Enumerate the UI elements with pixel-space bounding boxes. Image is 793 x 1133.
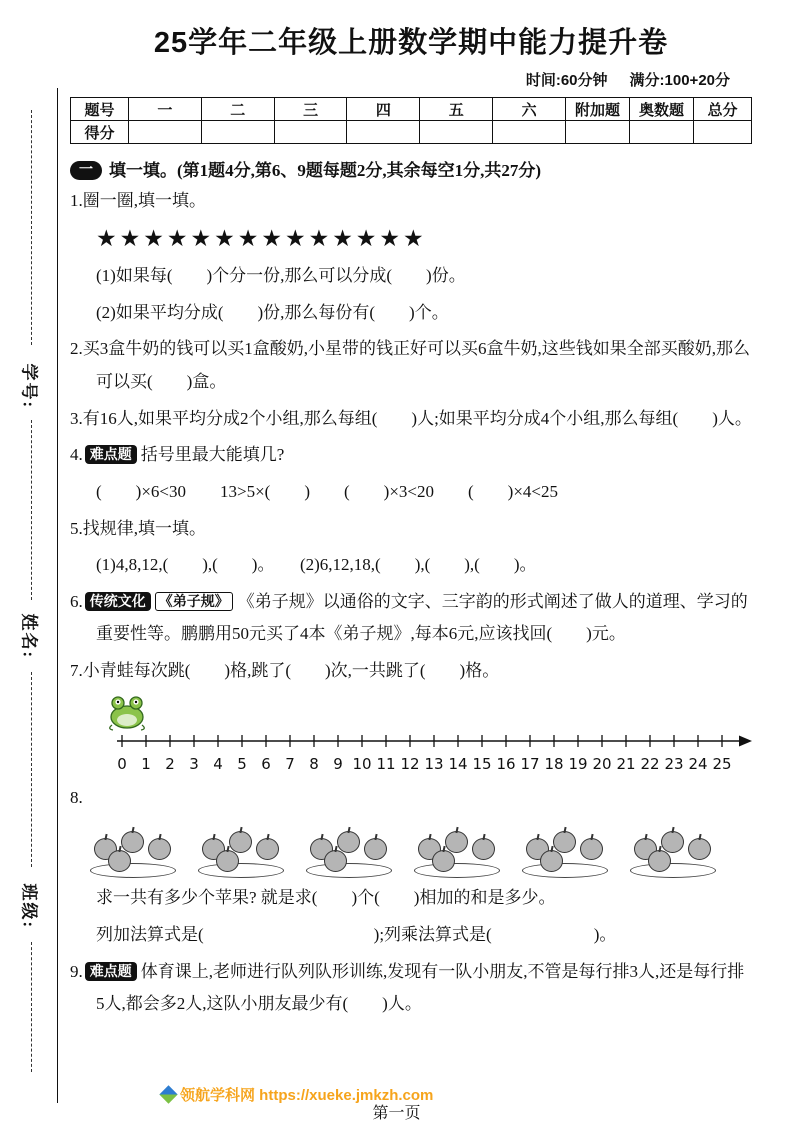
question-1-sub1: (1)如果每( )个分一份,那么可以分成( )份。 (96, 266, 466, 286)
seal-dashed-line (31, 942, 32, 1072)
question-6-body: 《弟子规》以通俗的文字、三字韵的形式阐述了做人的道理、学习的重要性等。鹏鹏用50元买了4本《弟子规》,每本6元,应该找回( )元。 (96, 591, 748, 644)
page-number: 第一页 (372, 1105, 421, 1122)
question-2-text: 2.买3盒牛奶的钱可以买1盒酸奶,小星带的钱正好可以买6盒牛奶,这些钱如果全部买酸奶,那么可以买( )盒。 (70, 339, 750, 391)
question-4-number: 4. (70, 445, 83, 465)
culture-badge: 传统文化 (85, 592, 151, 611)
plate-dish (306, 863, 392, 878)
score-header-cell: 三 (274, 98, 347, 121)
svg-text:6: 6 (261, 754, 271, 773)
score-header-cell: 附加题 (566, 98, 630, 121)
svg-text:17: 17 (520, 754, 540, 773)
score-value-cell (420, 121, 493, 144)
apple-plate (628, 822, 720, 878)
student-name-label: 姓名: (19, 613, 39, 660)
question-6-text (70, 586, 752, 651)
svg-text:10: 10 (352, 754, 372, 773)
question-9-body: 体育课上,老师进行队列队形训练,发现有一队小朋友,不管是每行排3人,还是每行排5人,都会多2人,这队小朋友最少有( )人。 (96, 961, 745, 1014)
question-8-line2: 列加法算式是( );列乘法算式是( )。 (96, 924, 617, 944)
score-value-cell (630, 121, 694, 144)
apple-plates-row (88, 822, 752, 878)
svg-text:24: 24 (688, 754, 708, 773)
score-row-label: 得分 (71, 121, 129, 144)
watermark-text: 领航学科网 https://xueke.jmkzh.com (180, 1087, 434, 1104)
apple-plate (412, 822, 504, 878)
question-1-text: 1.圈一圈,填一填。 (70, 191, 206, 210)
plate-dish (198, 863, 284, 878)
svg-text:25: 25 (712, 754, 732, 773)
score-header-cell: 一 (129, 98, 202, 121)
number-line (112, 728, 752, 780)
seal-solid-line (57, 88, 58, 1103)
question-4-expressions: ( )×6<30 13>5×( ) ( )×3<20 ( )×4<25 (96, 481, 558, 501)
plate-dish (630, 863, 716, 878)
difficulty-badge: 难点题 (85, 962, 137, 981)
score-value-cell (694, 121, 752, 144)
seal-dashed-line (31, 672, 32, 867)
question-9-text (70, 956, 752, 1021)
page-title: 25学年二年级上册数学期中能力提升卷 (153, 27, 669, 59)
score-table (70, 97, 752, 144)
apple-icon (472, 838, 495, 860)
question-4-text (70, 439, 752, 472)
score-value-cell (493, 121, 566, 144)
apple-icon (337, 831, 360, 853)
svg-text:7: 7 (285, 754, 295, 773)
apple-icon (445, 831, 468, 853)
apple-icon (121, 831, 144, 853)
plate-dish (414, 863, 500, 878)
svg-text:14: 14 (448, 754, 468, 773)
question-1-sub2: (2)如果平均分成( )份,那么每份有( )个。 (96, 302, 449, 322)
score-header-cell: 五 (420, 98, 493, 121)
star-row: ★★★★★★★★★★★★★★ (96, 225, 427, 252)
full-score: 满分:100+20分 (629, 72, 730, 89)
score-header-cell: 二 (201, 98, 274, 121)
question-7-text: 7.小青蛙每次跳( )格,跳了( )次,一共跳了( )格。 (70, 661, 500, 680)
score-value-cell (347, 121, 420, 144)
section-one-title: 填一填。 (109, 161, 177, 180)
score-header-cell: 总分 (694, 98, 752, 121)
question-8-line1: 求一共有多少个苹果? 就是求( )个( )相加的和是多少。 (96, 888, 556, 908)
score-table-value-row (71, 121, 752, 144)
svg-text:11: 11 (376, 754, 396, 773)
section-one-badge: 一 (70, 161, 102, 180)
svg-text:2: 2 (165, 754, 175, 773)
apple-icon (580, 838, 603, 860)
score-value-cell (274, 121, 347, 144)
score-value-cell (566, 121, 630, 144)
apple-icon (256, 838, 279, 860)
frog-icon (104, 691, 150, 731)
svg-text:9: 9 (333, 754, 343, 773)
student-id-label: 学号: (19, 363, 39, 410)
svg-text:19: 19 (568, 754, 588, 773)
svg-text:8: 8 (309, 754, 319, 773)
seal-dashed-line (31, 110, 32, 345)
apple-plate (88, 822, 180, 878)
score-value-cell (201, 121, 274, 144)
score-header-cell: 题号 (71, 98, 129, 121)
number-line-axis (112, 728, 752, 780)
question-4-prompt: 括号里最大能填几? (140, 445, 285, 465)
svg-text:15: 15 (472, 754, 492, 773)
score-header-cell: 六 (493, 98, 566, 121)
time-limit: 时间:60分钟 (525, 72, 608, 89)
svg-text:20: 20 (592, 754, 612, 773)
svg-text:5: 5 (237, 754, 247, 773)
exam-meta (70, 69, 752, 90)
score-value-cell (129, 121, 202, 144)
score-header-cell: 奥数题 (630, 98, 694, 121)
apple-icon (688, 838, 711, 860)
question-9-number: 9. (70, 961, 83, 981)
apple-plate (520, 822, 612, 878)
difficulty-badge: 难点题 (85, 445, 137, 464)
svg-text:22: 22 (640, 754, 660, 773)
main-content (70, 20, 752, 1021)
svg-text:13: 13 (424, 754, 444, 773)
svg-text:21: 21 (616, 754, 636, 773)
svg-text:1: 1 (141, 754, 151, 773)
class-label: 班级: (19, 883, 39, 930)
apple-icon (364, 838, 387, 860)
apple-plate (196, 822, 288, 878)
apple-icon (148, 838, 171, 860)
section-one-note: (第1题4分,第6、9题每题2分,其余每空1分,共27分) (177, 161, 542, 180)
dizigui-badge: 《弟子规》 (155, 592, 233, 611)
question-5-text: 5.找规律,填一填。 (70, 518, 206, 538)
apple-icon (661, 831, 684, 853)
svg-text:0: 0 (117, 754, 127, 773)
svg-text:3: 3 (189, 754, 199, 773)
question-3-text: 3.有16人,如果平均分成2个小组,那么每组( )人;如果平均分成4个小组,那么每组( )人。 (70, 408, 752, 428)
apple-icon (553, 831, 576, 853)
svg-text:18: 18 (544, 754, 564, 773)
svg-text:23: 23 (664, 754, 684, 773)
question-5-sequences: (1)4,8,12,( ),( )。 (2)6,12,18,( ),( ),( )。 (96, 555, 537, 575)
svg-text:16: 16 (496, 754, 516, 773)
plate-dish (90, 863, 176, 878)
svg-text:4: 4 (213, 754, 223, 773)
apple-plate (304, 822, 396, 878)
apple-icon (229, 831, 252, 853)
section-one-header (70, 156, 752, 181)
question-8-number: 8. (70, 787, 83, 807)
seal-dashed-line (31, 420, 32, 600)
svg-text:12: 12 (400, 754, 420, 773)
plate-dish (522, 863, 608, 878)
question-6-number: 6. (70, 591, 83, 611)
score-table-header-row (71, 98, 752, 121)
score-header-cell: 四 (347, 98, 420, 121)
